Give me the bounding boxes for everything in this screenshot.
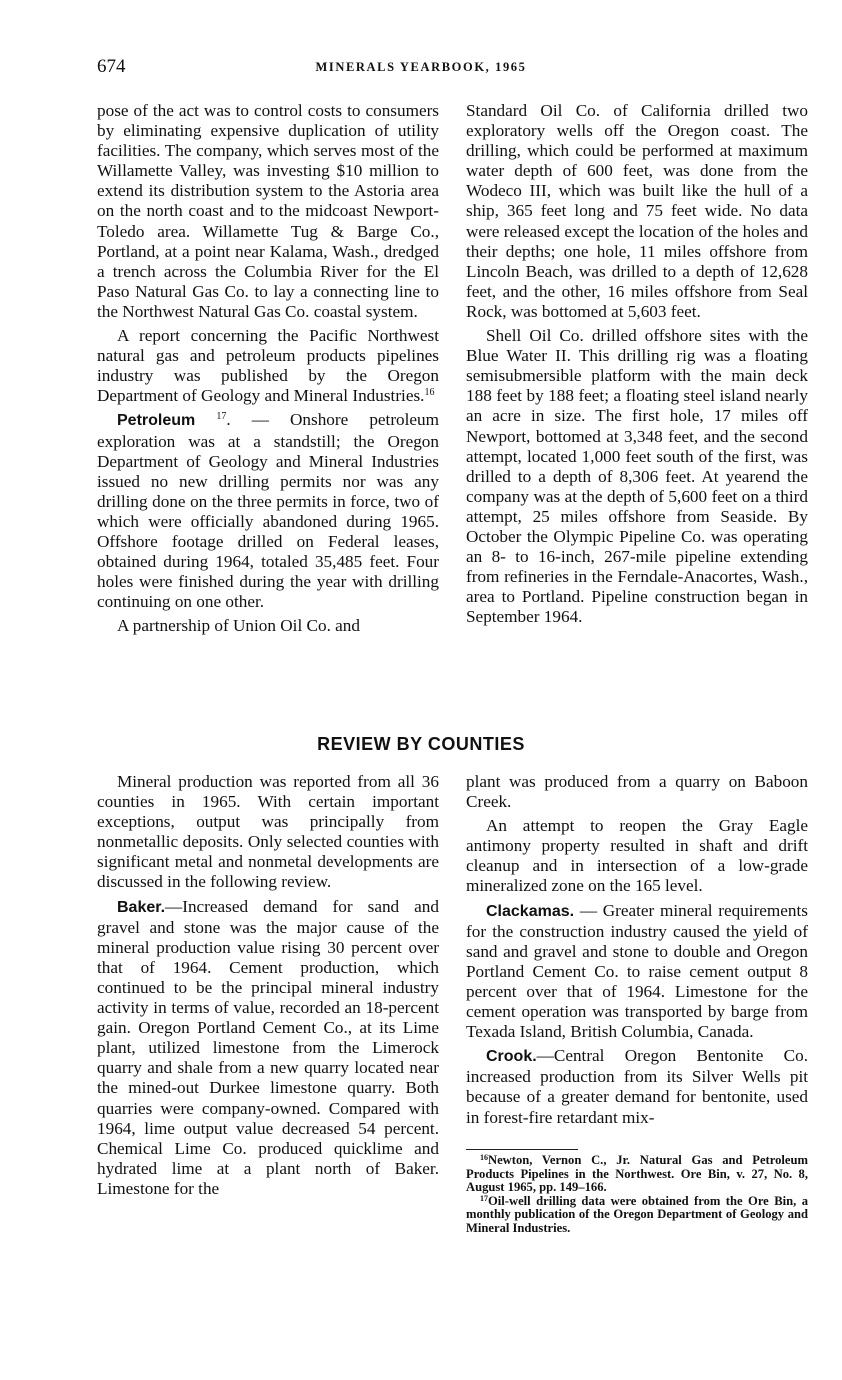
footnote-number: 17 xyxy=(480,1193,488,1203)
run-in-heading-clackamas: Clackamas. xyxy=(486,902,575,920)
footnote xyxy=(466,1154,808,1195)
footnotes xyxy=(466,1154,808,1236)
paragraph: pose of the act was to control costs to consumers by eliminating expensive duplication of utility facilities. The company, which serves most of the Willamette Valley, was investing $10 million to extend its distribution system to the Astoria area on the north coast and to the midcoast Newport-Toledo area. Willamette Tug & Barge Co., Portland, at a point near Kalama, Wash., dredged a trench across the Columbia River for the El Paso Natural Gas Co. to lay a connecting line to the Northwest Natural Gas Co. coastal system. xyxy=(97,101,439,321)
run-in-heading-petroleum: Petroleum xyxy=(117,412,196,430)
paragraph-text: —Increased demand for sand and gravel and stone was the major cause of the mineral production value rising 30 percent over that of 1964. Cement production, which continued to be the principal mineral industry activity in terms of value, recorded an 18-percent gain. Oregon Portland Cement Co., at its Lime plant, utilized limestone from the Limerock quarry and shale from a new quarry located near the mined-out Durkee limestone quarry. Both quarries were company-owned. Compared with 1964, lime output value decreased 54 percent. Chemical Lime Co. produced quicklime and hydrated lime at a plant north of Baker. Limestone for the xyxy=(97,896,439,1198)
paragraph-text: —Central Oregon Bentonite Co. increased production from its Silver Wells pit because of a greater demand for bentonite, used in forest-fire retardant mix- xyxy=(466,1046,808,1127)
column-bottom-right xyxy=(466,772,808,1132)
paragraph-text: — Greater mineral requirements for the construction industry caused the yield of sand and gravel and stone to double and Oregon Portland Cement Co. to raise cement output 8 percent over that of 1964. Limestone for the cement operation was transported by barge from Texada Island, British Columbia, Canada. xyxy=(466,900,808,1042)
footnote-text: Newton, Vernon C., Jr. Natural Gas and Petroleum Products Pipelines in the Northwest. Ore Bin, v. 27, No. 8, August 1965, pp. 149–166. xyxy=(466,1153,808,1195)
column-top-left xyxy=(97,101,439,640)
column-bottom-left xyxy=(97,772,439,1203)
paragraph xyxy=(466,1046,808,1127)
footnote xyxy=(466,1195,808,1236)
section-heading: REVIEW BY COUNTIES xyxy=(317,734,525,754)
footnote-divider xyxy=(466,1149,578,1150)
footnote-ref: 16 xyxy=(424,387,435,399)
footnote-ref: 17 xyxy=(216,411,227,423)
paragraph-text: A report concerning the Pacific Northwest natural gas and petroleum products pipelines industry was published by the Oregon Department of Geology and Mineral Industries. xyxy=(97,326,439,406)
page-number: 674 xyxy=(97,56,126,77)
paragraph: Shell Oil Co. drilled offshore sites with the Blue Water II. This drilling rig was a floating semisubmersible platform with the main deck 188 feet by 188 feet; a floating steel island nearly an acre in size. The first hole, 17 miles off Newport, bottomed at 3,348 feet, and the second attempt, located 1,000 feet south of the first, was drilled to a depth of 8,306 feet. At yearend the company was at the depth of 5,600 feet on a third attempt, 25 miles offshore from Seaside. By October the Olympic Pipeline Co. was operating an 8- to 16-inch, 267-mile pipeline extending from refineries in the Ferndale-Anacortes, Wash., area to Portland. Pipeline construction began in September 1964. xyxy=(466,326,808,627)
column-top-right xyxy=(466,101,808,631)
paragraph xyxy=(97,326,439,406)
run-in-heading-baker: Baker. xyxy=(117,898,166,916)
paragraph xyxy=(466,901,808,1043)
paragraph: An attempt to reopen the Gray Eagle antimony property resulted in shaft and drift cleanup and in intersection of a low-grade mineralized zone on the 165 level. xyxy=(466,816,808,896)
paragraph: Standard Oil Co. of California drilled two exploratory wells off the Oregon coast. The drilling, which could be performed at maximum water depth of 600 feet, was done from the Wodeco III, which was built like the hull of a ship, 365 feet long and 75 feet wide. No data were released except the location of the holes and their depths; one hole, 11 miles offshore from Lincoln Beach, was drilled to a depth of 12,628 feet, and the other, 16 miles offshore from Seal Rock, was bottomed at 5,603 feet. xyxy=(466,101,808,321)
paragraph-text: . — Onshore petroleum exploration was at a standstill; the Oregon Department of Geology and Mineral Industries issued no new drilling permits nor was any drilling done on the three permits in force, two of which were officially abandoned during 1965. Offshore footage drilled on Federal leases, obtained during 1964, totaled 35,485 feet. Four holes were finished during the year with drilling continuing on one other. xyxy=(97,410,440,612)
paragraph xyxy=(97,410,439,612)
run-in-heading-crook: Crook. xyxy=(486,1048,537,1066)
footnote-text: Oil-well drilling data were obtained from the Ore Bin, a monthly publication of the Oregon Department of Geology and Mineral Industries. xyxy=(466,1193,808,1235)
paragraph: plant was produced from a quarry on Baboon Creek. xyxy=(466,772,808,812)
paragraph: A partnership of Union Oil Co. and xyxy=(117,616,360,636)
paragraph xyxy=(97,897,439,1199)
footnote-number: 16 xyxy=(480,1153,488,1162)
paragraph: Mineral production was reported from all 36 counties in 1965. With certain important exceptions, output was principally from nonmetallic deposits. Only selected counties with significant metal and nonmetal developments are discussed in the following review. xyxy=(97,772,439,892)
running-title: MINERALS YEARBOOK, 1965 xyxy=(315,60,527,74)
